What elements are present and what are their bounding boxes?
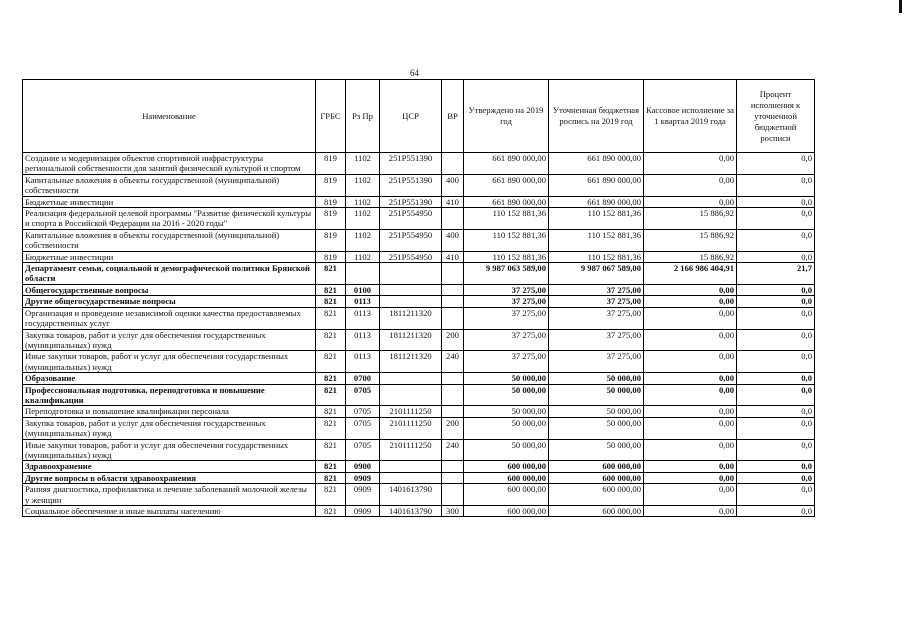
col-header-approved: Утверждено на 2019 год xyxy=(464,80,549,153)
cell-cash: 0,00 xyxy=(644,174,737,196)
cell-cash: 0,00 xyxy=(644,351,737,373)
cell-vr xyxy=(442,153,464,175)
cell-rzpr: 0705 xyxy=(346,439,380,461)
cell-grbs: 821 xyxy=(316,307,346,329)
cell-vr xyxy=(442,284,464,295)
cell-cash: 0,00 xyxy=(644,296,737,307)
table-row xyxy=(23,284,815,295)
cell-grbs: 821 xyxy=(316,484,346,506)
cell-cash: 0,00 xyxy=(644,472,737,483)
cell-approved: 110 152 881,36 xyxy=(464,251,549,262)
cell-revised: 600 000,00 xyxy=(549,484,644,506)
cell-grbs: 821 xyxy=(316,351,346,373)
cell-rzpr: 0113 xyxy=(346,351,380,373)
cell-rzpr: 0113 xyxy=(346,307,380,329)
cell-cash: 0,00 xyxy=(644,329,737,351)
cell-revised: 50 000,00 xyxy=(549,384,644,406)
cell-rzpr: 0700 xyxy=(346,373,380,384)
cell-name: Закупка товаров, работ и услуг для обеспечения государственных (муниципальных) нужд xyxy=(23,417,316,439)
cell-name: Образование xyxy=(23,373,316,384)
cell-vr: 400 xyxy=(442,229,464,251)
cell-csr: 251P551390 xyxy=(380,153,442,175)
cell-percent: 0,0 xyxy=(737,351,815,373)
cell-revised: 37 275,00 xyxy=(549,296,644,307)
cell-revised: 37 275,00 xyxy=(549,284,644,295)
cell-percent: 0,0 xyxy=(737,384,815,406)
cell-revised: 37 275,00 xyxy=(549,351,644,373)
cell-csr: 251P554950 xyxy=(380,208,442,230)
cell-revised: 661 890 000,00 xyxy=(549,196,644,207)
cell-percent: 0,0 xyxy=(737,472,815,483)
cell-percent: 0,0 xyxy=(737,329,815,351)
cell-revised: 600 000,00 xyxy=(549,461,644,472)
cell-cash: 15 886,92 xyxy=(644,208,737,230)
cell-cash: 0,00 xyxy=(644,384,737,406)
cell-name: Здравоохранение xyxy=(23,461,316,472)
cell-rzpr: 0113 xyxy=(346,329,380,351)
cell-percent: 0,0 xyxy=(737,373,815,384)
cell-vr: 240 xyxy=(442,351,464,373)
cell-cash: 0,00 xyxy=(644,484,737,506)
cell-approved: 37 275,00 xyxy=(464,307,549,329)
cell-approved: 600 000,00 xyxy=(464,472,549,483)
cell-vr xyxy=(442,406,464,417)
col-header-csr: ЦСР xyxy=(380,80,442,153)
cell-percent: 0,0 xyxy=(737,417,815,439)
edge-mark xyxy=(899,0,902,13)
cell-rzpr: 0909 xyxy=(346,506,380,517)
cell-csr: 2101111250 xyxy=(380,417,442,439)
col-header-revised: Уточненная бюджетная роспись на 2019 год xyxy=(549,80,644,153)
cell-vr: 410 xyxy=(442,251,464,262)
table-row xyxy=(23,484,815,506)
cell-percent: 0,0 xyxy=(737,229,815,251)
cell-cash: 0,00 xyxy=(644,406,737,417)
cell-csr: 1811211320 xyxy=(380,351,442,373)
cell-vr: 200 xyxy=(442,329,464,351)
cell-csr: 251P551390 xyxy=(380,174,442,196)
cell-grbs: 819 xyxy=(316,251,346,262)
cell-rzpr: 0900 xyxy=(346,461,380,472)
cell-approved: 37 275,00 xyxy=(464,284,549,295)
cell-approved: 110 152 881,36 xyxy=(464,208,549,230)
cell-vr xyxy=(442,472,464,483)
cell-csr xyxy=(380,284,442,295)
table-row xyxy=(23,329,815,351)
cell-csr xyxy=(380,373,442,384)
cell-rzpr: 0705 xyxy=(346,406,380,417)
table-row xyxy=(23,263,815,285)
cell-approved: 600 000,00 xyxy=(464,506,549,517)
cell-name: Переподготовка и повышение квалификации персонала xyxy=(23,406,316,417)
table-row xyxy=(23,461,815,472)
cell-revised: 50 000,00 xyxy=(549,406,644,417)
cell-cash: 0,00 xyxy=(644,461,737,472)
cell-revised: 110 152 881,36 xyxy=(549,208,644,230)
cell-revised: 661 890 000,00 xyxy=(549,174,644,196)
cell-csr: 1811211320 xyxy=(380,307,442,329)
cell-percent: 0,0 xyxy=(737,251,815,262)
table-row xyxy=(23,373,815,384)
cell-revised: 50 000,00 xyxy=(549,417,644,439)
table-row xyxy=(23,384,815,406)
cell-rzpr: 0100 xyxy=(346,284,380,295)
cell-name: Социальное обеспечение и иные выплаты населению xyxy=(23,506,316,517)
cell-name: Реализация федеральной целевой программы "Развитие физической культуры и спорта в Российской Федерации на 2016 - 2020 годы" xyxy=(23,208,316,230)
cell-revised: 600 000,00 xyxy=(549,472,644,483)
cell-name: Иные закупки товаров, работ и услуг для обеспечения государственных (муниципальных) нужд xyxy=(23,439,316,461)
cell-grbs: 819 xyxy=(316,196,346,207)
cell-approved: 661 890 000,00 xyxy=(464,153,549,175)
col-header-grbs: ГРБС xyxy=(316,80,346,153)
cell-approved: 600 000,00 xyxy=(464,484,549,506)
cell-percent: 0,0 xyxy=(737,439,815,461)
cell-csr: 1401613790 xyxy=(380,484,442,506)
cell-grbs: 821 xyxy=(316,461,346,472)
table-row xyxy=(23,251,815,262)
cell-grbs: 821 xyxy=(316,384,346,406)
cell-csr: 1811211320 xyxy=(380,329,442,351)
cell-vr xyxy=(442,384,464,406)
table-row xyxy=(23,174,815,196)
cell-approved: 9 987 063 589,00 xyxy=(464,263,549,285)
cell-cash: 15 886,92 xyxy=(644,251,737,262)
col-header-cash: Кассовое исполнение за 1 квартал 2019 года xyxy=(644,80,737,153)
cell-rzpr: 1102 xyxy=(346,208,380,230)
cell-cash: 0,00 xyxy=(644,417,737,439)
cell-percent: 0,0 xyxy=(737,461,815,472)
cell-revised: 37 275,00 xyxy=(549,329,644,351)
cell-csr: 2101111250 xyxy=(380,406,442,417)
cell-percent: 0,0 xyxy=(737,284,815,295)
cell-csr: 1401613790 xyxy=(380,506,442,517)
cell-approved: 50 000,00 xyxy=(464,417,549,439)
cell-grbs: 821 xyxy=(316,284,346,295)
col-header-percent: Процент исполнения к уточненной бюджетной росписи xyxy=(737,80,815,153)
cell-csr: 2101111250 xyxy=(380,439,442,461)
cell-cash: 15 886,92 xyxy=(644,229,737,251)
cell-grbs: 821 xyxy=(316,296,346,307)
cell-revised: 50 000,00 xyxy=(549,439,644,461)
cell-vr xyxy=(442,373,464,384)
table-row xyxy=(23,307,815,329)
cell-cash: 0,00 xyxy=(644,373,737,384)
cell-cash: 0,00 xyxy=(644,196,737,207)
table-row xyxy=(23,439,815,461)
cell-csr: 251P551390 xyxy=(380,196,442,207)
cell-revised: 600 000,00 xyxy=(549,506,644,517)
cell-approved: 661 890 000,00 xyxy=(464,196,549,207)
cell-rzpr: 0113 xyxy=(346,296,380,307)
cell-csr xyxy=(380,296,442,307)
cell-vr xyxy=(442,263,464,285)
cell-grbs: 821 xyxy=(316,406,346,417)
cell-percent: 0,0 xyxy=(737,153,815,175)
cell-csr xyxy=(380,384,442,406)
cell-cash: 2 166 986 404,91 xyxy=(644,263,737,285)
cell-approved: 37 275,00 xyxy=(464,296,549,307)
cell-name: Капитальные вложения в объекты государственной (муниципальной) собственности xyxy=(23,174,316,196)
cell-revised: 37 275,00 xyxy=(549,307,644,329)
header-row xyxy=(23,80,815,153)
cell-approved: 50 000,00 xyxy=(464,439,549,461)
cell-vr: 200 xyxy=(442,417,464,439)
cell-grbs: 819 xyxy=(316,229,346,251)
cell-name: Профессиональная подготовка, переподготовка и повышение квалификации xyxy=(23,384,316,406)
cell-rzpr: 0909 xyxy=(346,472,380,483)
cell-csr xyxy=(380,461,442,472)
table-body xyxy=(23,153,815,517)
cell-rzpr: 1102 xyxy=(346,251,380,262)
cell-vr xyxy=(442,208,464,230)
cell-percent: 0,0 xyxy=(737,296,815,307)
table-row xyxy=(23,153,815,175)
cell-name: Закупка товаров, работ и услуг для обеспечения государственных (муниципальных) нужд xyxy=(23,329,316,351)
cell-revised: 9 987 067 589,00 xyxy=(549,263,644,285)
cell-approved: 37 275,00 xyxy=(464,351,549,373)
cell-cash: 0,00 xyxy=(644,307,737,329)
cell-rzpr: 0705 xyxy=(346,384,380,406)
cell-approved: 50 000,00 xyxy=(464,406,549,417)
cell-percent: 21,7 xyxy=(737,263,815,285)
cell-rzpr: 0705 xyxy=(346,417,380,439)
cell-revised: 50 000,00 xyxy=(549,373,644,384)
cell-revised: 661 890 000,00 xyxy=(549,153,644,175)
cell-percent: 0,0 xyxy=(737,196,815,207)
budget-table xyxy=(22,79,815,517)
table-row xyxy=(23,196,815,207)
table-row xyxy=(23,351,815,373)
cell-rzpr: 1102 xyxy=(346,153,380,175)
cell-name: Бюджетные инвестиции xyxy=(23,196,316,207)
cell-revised: 110 152 881,36 xyxy=(549,229,644,251)
cell-name: Департамент семьи, социальной и демографической политики Брянской области xyxy=(23,263,316,285)
cell-name: Ранняя диагностика, профилактика и лечение заболеваний молочной железы у женщин xyxy=(23,484,316,506)
table-row xyxy=(23,406,815,417)
cell-approved: 50 000,00 xyxy=(464,373,549,384)
cell-vr: 300 xyxy=(442,506,464,517)
cell-csr: 251P554950 xyxy=(380,251,442,262)
cell-approved: 50 000,00 xyxy=(464,384,549,406)
cell-grbs: 821 xyxy=(316,472,346,483)
cell-cash: 0,00 xyxy=(644,153,737,175)
cell-name: Общегосударственные вопросы xyxy=(23,284,316,295)
cell-rzpr: 1102 xyxy=(346,174,380,196)
cell-cash: 0,00 xyxy=(644,284,737,295)
cell-vr xyxy=(442,296,464,307)
cell-grbs: 821 xyxy=(316,373,346,384)
table-row xyxy=(23,296,815,307)
cell-csr: 251P554950 xyxy=(380,229,442,251)
col-header-vr: ВР xyxy=(442,80,464,153)
cell-vr: 240 xyxy=(442,439,464,461)
cell-approved: 37 275,00 xyxy=(464,329,549,351)
cell-approved: 600 000,00 xyxy=(464,461,549,472)
cell-grbs: 819 xyxy=(316,208,346,230)
cell-revised: 110 152 881,36 xyxy=(549,251,644,262)
cell-name: Капитальные вложения в объекты государственной (муниципальной) собственности xyxy=(23,229,316,251)
cell-name: Другие общегосударственные вопросы xyxy=(23,296,316,307)
page-number: 64 xyxy=(410,68,419,78)
cell-grbs: 819 xyxy=(316,174,346,196)
cell-name: Создание и модернизация объектов спортивной инфраструктуры региональной собственности для занятий физической культурой и спортом xyxy=(23,153,316,175)
cell-grbs: 821 xyxy=(316,329,346,351)
cell-rzpr xyxy=(346,263,380,285)
cell-name: Другие вопросы в области здравоохранения xyxy=(23,472,316,483)
cell-name: Иные закупки товаров, работ и услуг для обеспечения государственных (муниципальных) нужд xyxy=(23,351,316,373)
col-header-name: Наименование xyxy=(23,80,316,153)
cell-name: Бюджетные инвестиции xyxy=(23,251,316,262)
col-header-rzpr: Рз Пр xyxy=(346,80,380,153)
cell-rzpr: 1102 xyxy=(346,229,380,251)
cell-approved: 661 890 000,00 xyxy=(464,174,549,196)
cell-rzpr: 0909 xyxy=(346,484,380,506)
cell-cash: 0,00 xyxy=(644,439,737,461)
cell-grbs: 821 xyxy=(316,506,346,517)
table-row xyxy=(23,506,815,517)
cell-percent: 0,0 xyxy=(737,307,815,329)
cell-grbs: 821 xyxy=(316,417,346,439)
cell-approved: 110 152 881,36 xyxy=(464,229,549,251)
cell-csr xyxy=(380,263,442,285)
cell-vr: 400 xyxy=(442,174,464,196)
table-row xyxy=(23,229,815,251)
cell-name: Организация и проведение независимой оценки качества предоставляемых государственных услуг xyxy=(23,307,316,329)
cell-grbs: 821 xyxy=(316,439,346,461)
cell-vr xyxy=(442,461,464,472)
cell-vr: 410 xyxy=(442,196,464,207)
cell-percent: 0,0 xyxy=(737,208,815,230)
cell-percent: 0,0 xyxy=(737,406,815,417)
cell-percent: 0,0 xyxy=(737,174,815,196)
table-row xyxy=(23,208,815,230)
cell-percent: 0,0 xyxy=(737,506,815,517)
cell-grbs: 819 xyxy=(316,153,346,175)
table-row xyxy=(23,472,815,483)
table-row xyxy=(23,417,815,439)
cell-vr xyxy=(442,307,464,329)
cell-csr xyxy=(380,472,442,483)
cell-vr xyxy=(442,484,464,506)
cell-grbs: 821 xyxy=(316,263,346,285)
cell-rzpr: 1102 xyxy=(346,196,380,207)
cell-percent: 0,0 xyxy=(737,484,815,506)
cell-cash: 0,00 xyxy=(644,506,737,517)
